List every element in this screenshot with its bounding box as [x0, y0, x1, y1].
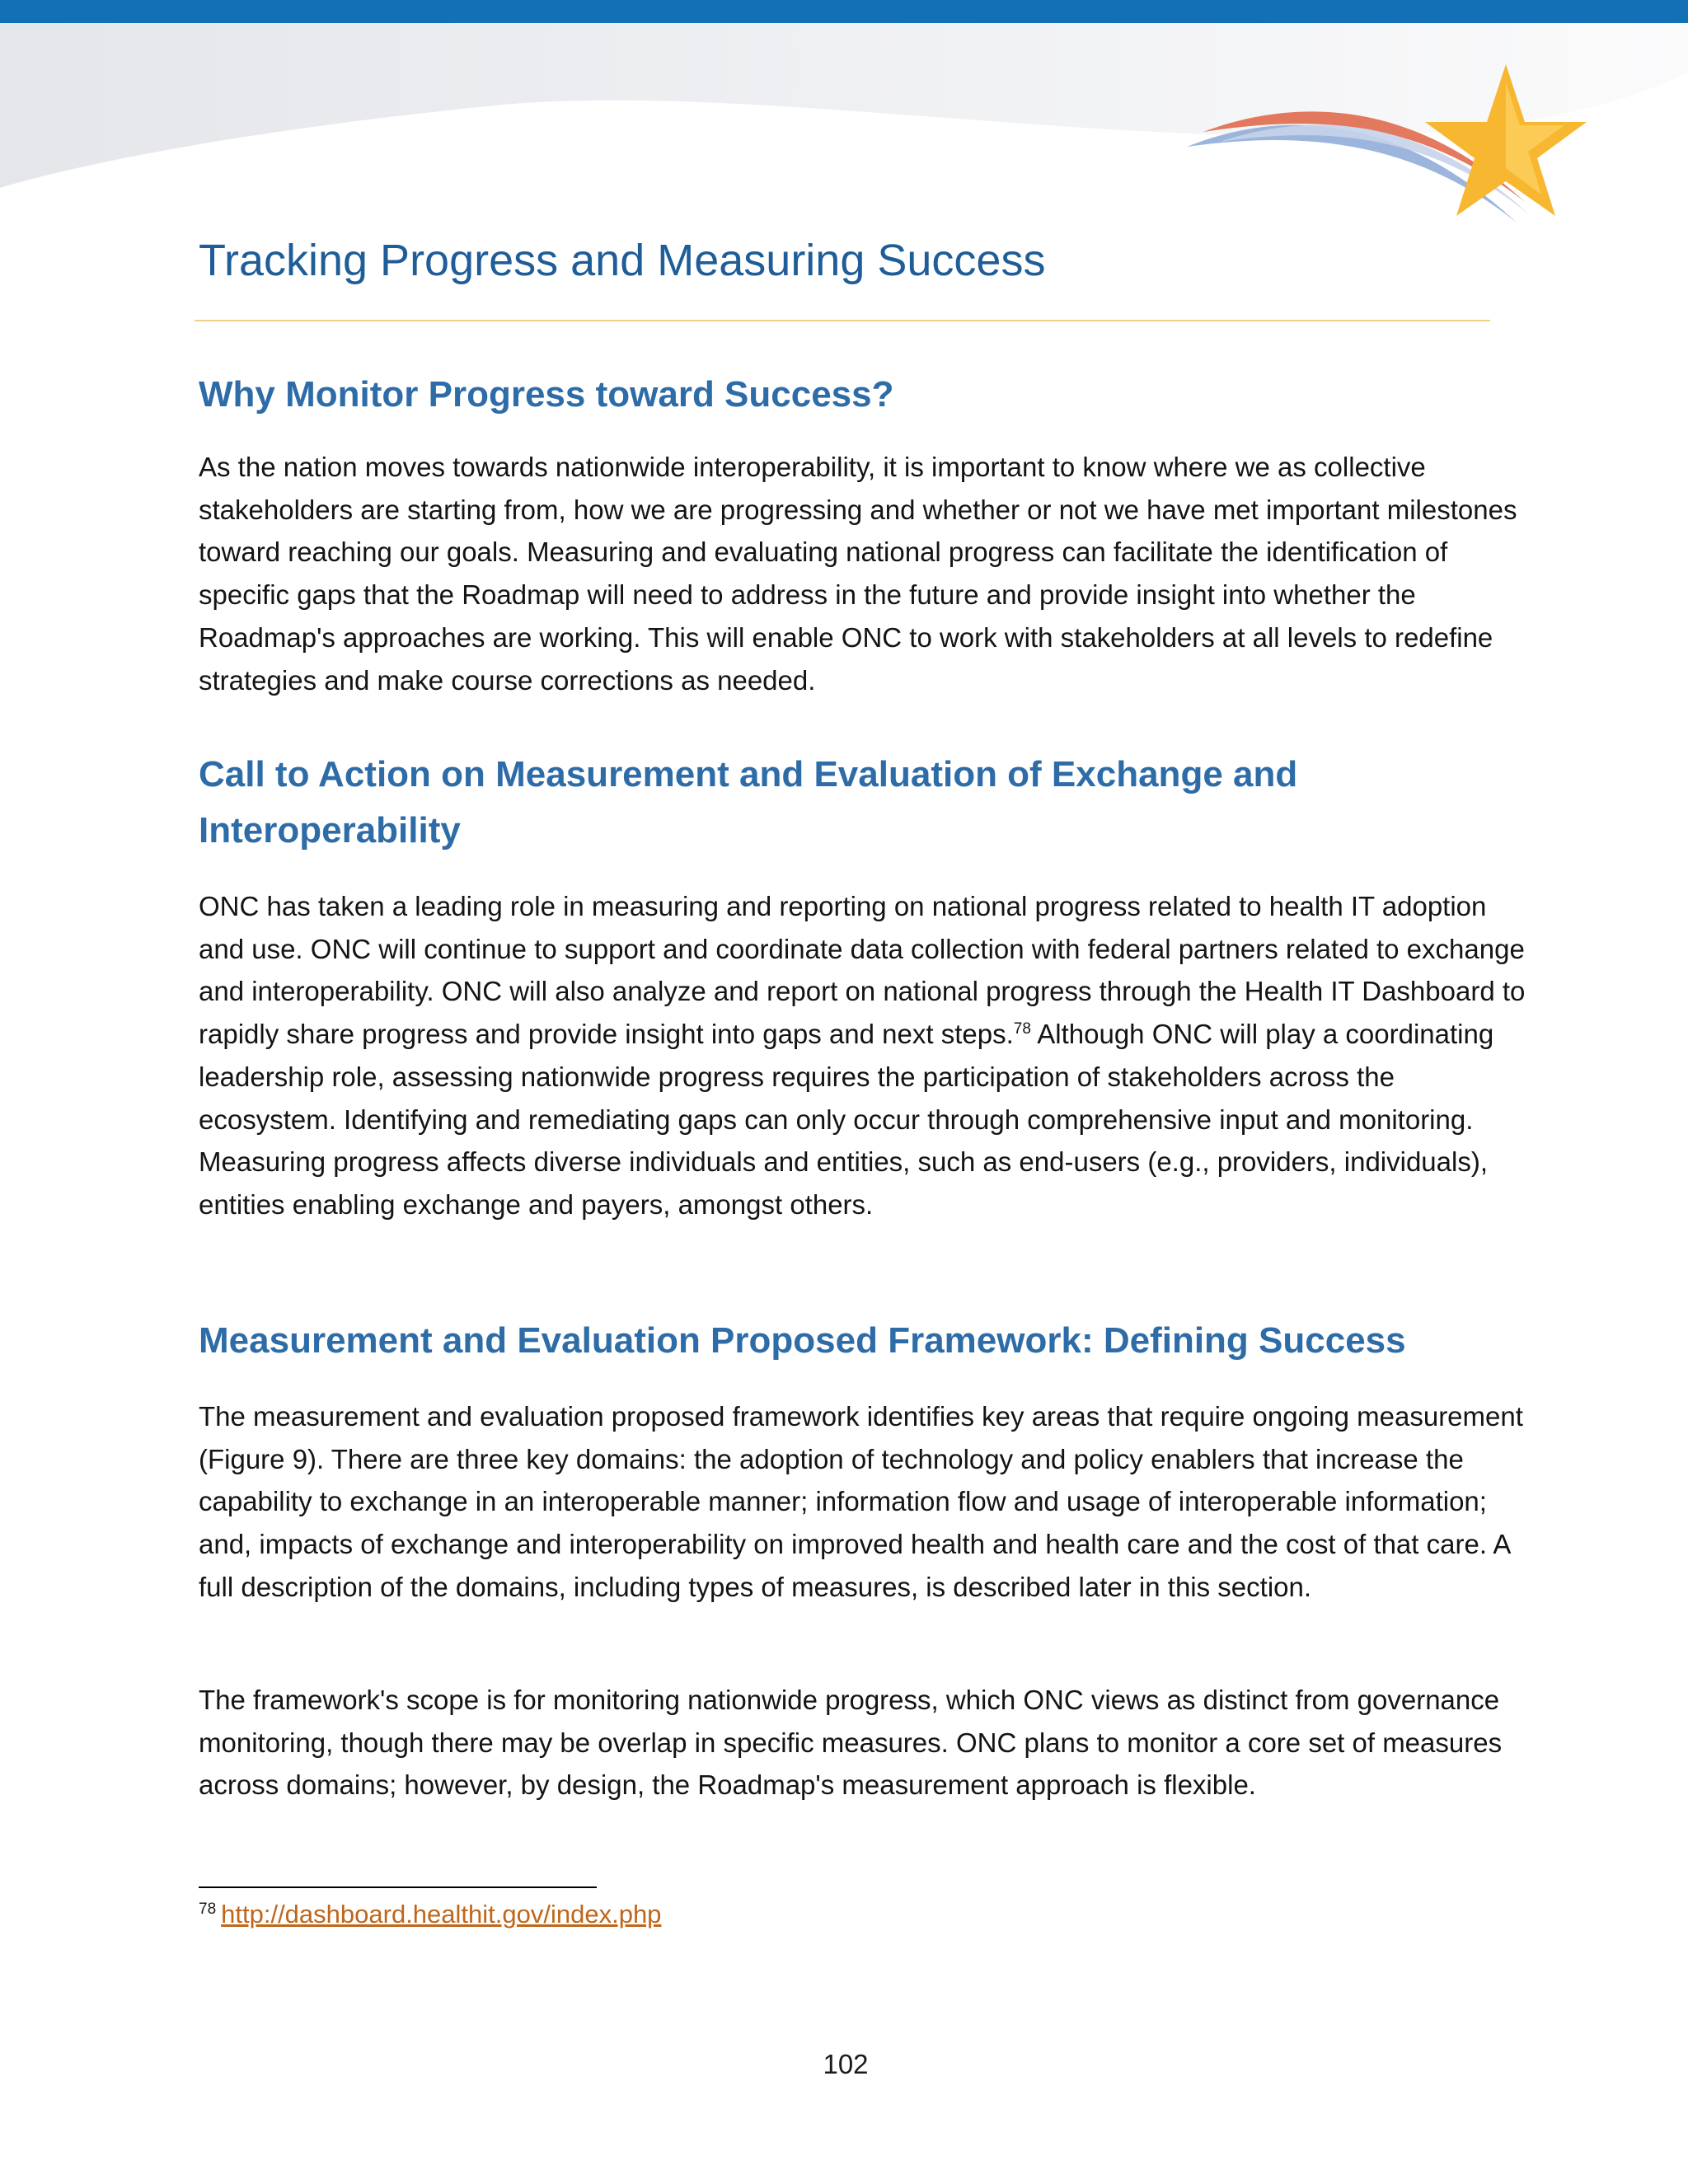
paragraph-call-to-action-part1: ONC has taken a leading role in measuring and reporting on national progress related to health IT adoption and use. ONC will continue to support and coordinate data collection with federal partners related to exchange and interoperability. ONC will also analyze and report on national progress through the Health IT Dashboard to rapidly share progress and provide insight into gaps and next steps.: [199, 891, 1526, 1050]
footnote-divider: [199, 1886, 597, 1888]
paragraph-framework-2: The framework's scope is for monitoring nationwide progress, which ONC views as distinct from governance monitoring, though there may be overlap in specific measures. ONC plans to monitor a core set of measures across domains; however, by design, the Roadmap's measurement approach is flexible.: [199, 1685, 1503, 1801]
section-heading-why-monitor: Why Monitor Progress toward Success?: [199, 374, 894, 415]
title-divider: [195, 320, 1490, 321]
top-banner-bar: [0, 0, 1688, 23]
paragraph-call-to-action: [199, 885, 1534, 1226]
shooting-star-icon: [1187, 58, 1599, 247]
section-heading-call-to-action: Call to Action on Measurement and Evaluation of Exchange and Interoperability: [199, 754, 1298, 851]
footnote-reference[interactable]: 78: [1013, 1020, 1031, 1038]
page-title: Tracking Progress and Measuring Success: [199, 236, 1046, 285]
section-heading-framework: Measurement and Evaluation Proposed Framework: Defining Success: [199, 1320, 1406, 1361]
page-number: 102: [823, 2049, 869, 2079]
paragraph-framework-1: The measurement and evaluation proposed framework identifies key areas that require ongoing measurement (Figure 9). There are three key domains: the adoption of technology and policy enablers that increase the capability to exchange in an interoperable manner; information flow and usage of interoperable information; and, impacts of exchange and interoperability on improved health and health care and the cost of that care. A full description of the domains, including types of measures, is described later in this section.: [199, 1401, 1523, 1602]
paragraph-call-to-action-part2: Although ONC will play a coordinating leadership role, assessing nationwide progress requires the participation of stakeholders across the ecosystem. Identifying and remediating gaps can only occur through comprehensive input and monitoring. Measuring progress affects diverse individuals and entities, such as end-users (e.g., providers, individuals), entities enabling exchange and payers, amongst others.: [199, 1019, 1494, 1220]
footnote: [199, 1900, 661, 1929]
paragraph-why-monitor: As the nation moves towards nationwide interoperability, it is important to know where we as collective stakeholders are starting from, how we are progressing and whether or not we have met important milestones toward reaching our goals. Measuring and evaluating national progress can facilitate the identification of specific gaps that the Roadmap will need to address in the future and provide insight into whether the Roadmap's approaches are working. This will enable ONC to work with stakeholders at all levels to redefine strategies and make course corrections as needed.: [199, 452, 1517, 696]
footnote-link[interactable]: http://dashboard.healthit.gov/index.php: [221, 1900, 662, 1929]
footnote-number: 78: [199, 1900, 217, 1918]
